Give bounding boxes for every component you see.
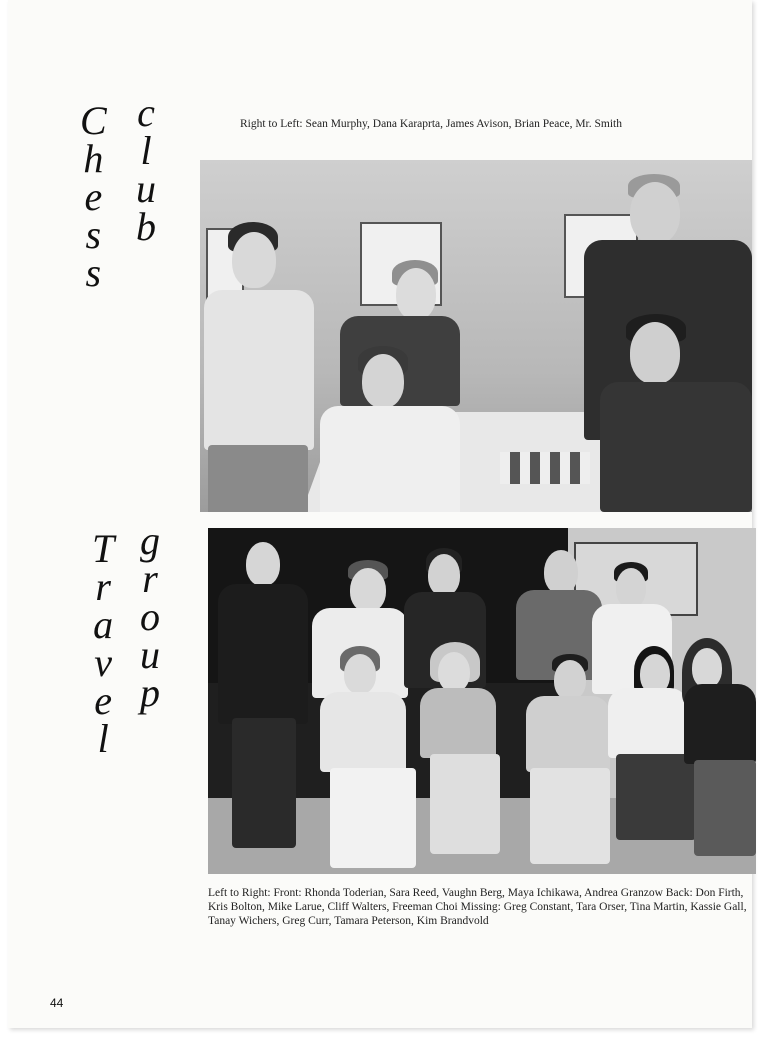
chess-title-col1	[80, 98, 107, 295]
travel-title-letter: u	[140, 632, 160, 677]
chess-photo	[200, 160, 752, 512]
chess-title-letter: l	[140, 128, 152, 173]
chess-title-letter: h	[83, 136, 104, 181]
travel-title-letter: l	[97, 716, 109, 761]
travel-title-col1	[92, 526, 115, 761]
chess-title-letter: s	[85, 250, 102, 295]
travel-title-letter: e	[94, 678, 112, 723]
travel-title-letter: r	[95, 564, 111, 609]
travel-title-letter: o	[140, 594, 160, 639]
chess-title-letter: u	[136, 166, 156, 211]
chess-title-letter: C	[80, 98, 107, 143]
yearbook-page	[8, 0, 752, 1028]
travel-title-letter: T	[92, 526, 115, 571]
page-number: 44	[50, 996, 64, 1010]
travel-title-col2	[140, 518, 160, 715]
travel-photo	[208, 528, 756, 874]
travel-caption: Left to Right: Front: Rhonda Toderian, Sara Reed, Vaughn Berg, Maya Ichikawa, Andrea Granzow Back: Don Firth, Kris Bolton, Mike Larue, Cliff Walters, Freeman Choi Missing: Greg Constant, Tara Orser, Tina Martin, Kassie Gall, Tanay Wichers, Greg Curr, Tamara Peterson, Kim Brandvold	[208, 887, 747, 927]
chess-title-letter: b	[136, 204, 156, 249]
chess-title-col2	[136, 90, 156, 249]
chess-caption: Right to Left: Sean Murphy, Dana Karaprta, James Avison, Brian Peace, Mr. Smith	[240, 118, 622, 130]
travel-title-letter: p	[140, 670, 160, 715]
chess-title-letter: s	[85, 212, 102, 257]
travel-title-letter: v	[94, 640, 112, 685]
travel-title-letter: g	[140, 518, 160, 563]
chess-title-letter: c	[137, 90, 155, 135]
travel-title-letter: r	[142, 556, 158, 601]
chess-title-letter: e	[84, 174, 103, 219]
travel-title-letter: a	[93, 602, 114, 647]
